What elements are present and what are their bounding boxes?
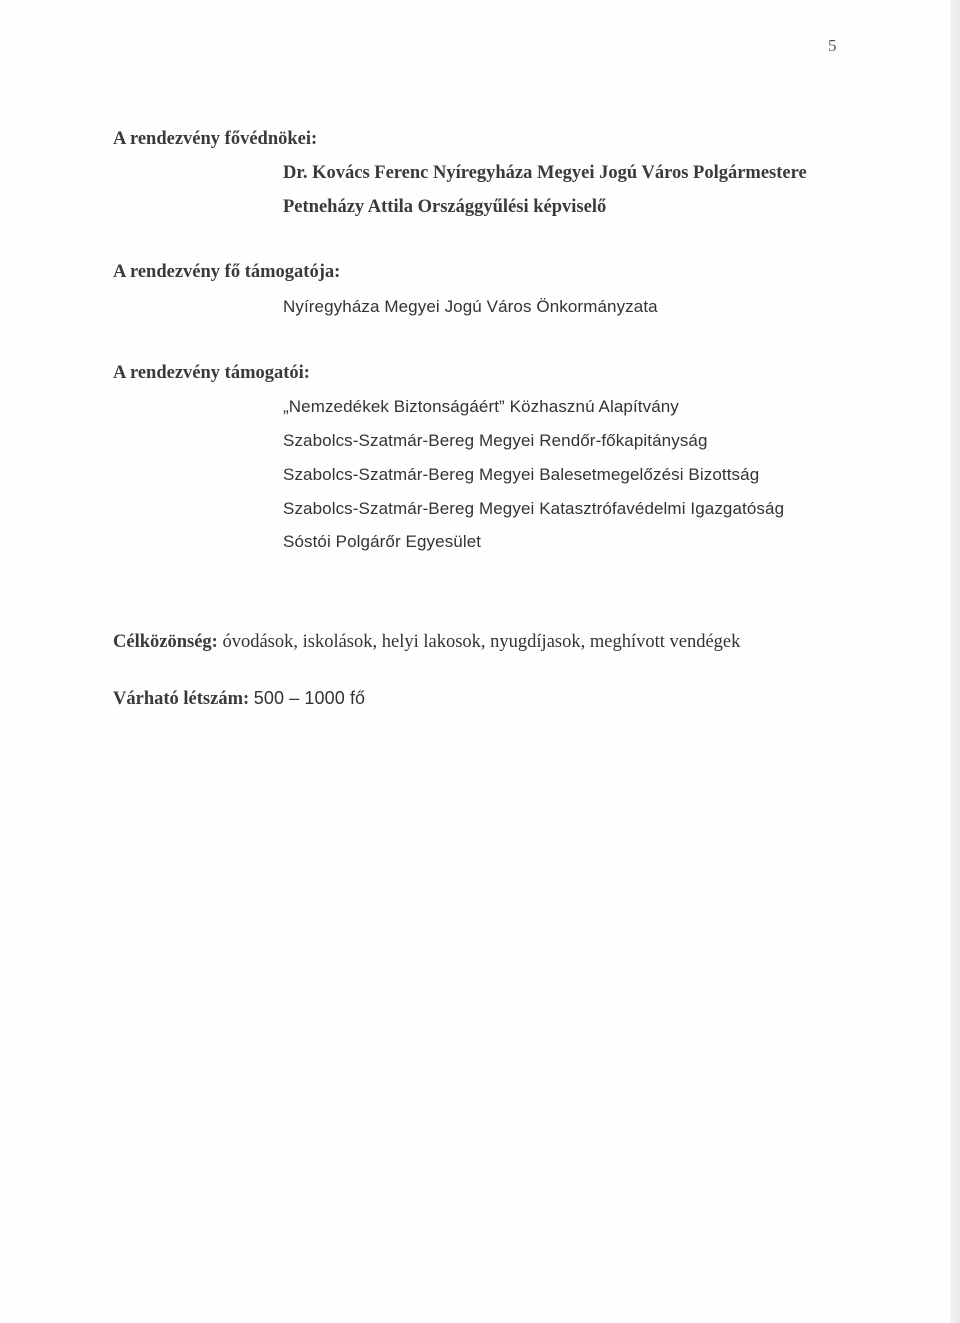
page-number: 5	[828, 36, 837, 55]
attendance-label: Várható létszám:	[113, 689, 250, 709]
attendance-value: 500 – 1000 fő	[253, 688, 366, 708]
sponsor-item: Szabolcs-Szatmár-Bereg Megyei Balesetmegelőzési Bizottság	[283, 465, 760, 484]
sponsor-item: Szabolcs-Szatmár-Bereg Megyei Katasztrófavédelmi Igazgatóság	[283, 499, 785, 518]
sponsor-item: Szabolcs-Szatmár-Bereg Megyei Rendőr-főkapitányság	[283, 431, 708, 450]
patrons-heading: A rendezvény fővédnökei:	[113, 129, 318, 149]
page-edge-shadow	[950, 0, 960, 1323]
patron-item: Dr. Kovács Ferenc Nyíregyháza Megyei Jogú Város Polgármestere	[283, 163, 807, 183]
sponsor-item: „Nemzedékek Biztonságáért” Közhasznú Alapítvány	[283, 397, 679, 416]
audience-value: óvodások, iskolások, helyi lakosok, nyugdíjasok, meghívott vendégek	[222, 632, 741, 652]
audience-line	[113, 631, 740, 653]
attendance-line	[113, 687, 365, 710]
patron-item: Petneházy Attila Országgyűlési képviselő	[283, 197, 607, 217]
audience-label: Célközönség:	[113, 632, 218, 652]
main-sponsor-item: Nyíregyháza Megyei Jogú Város Önkormányzata	[283, 297, 658, 316]
sponsors-heading: A rendezvény támogatói:	[113, 363, 310, 383]
main-sponsor-heading: A rendezvény fő támogatója:	[113, 262, 341, 282]
sponsor-item: Sóstói Polgárőr Egyesület	[283, 532, 482, 551]
